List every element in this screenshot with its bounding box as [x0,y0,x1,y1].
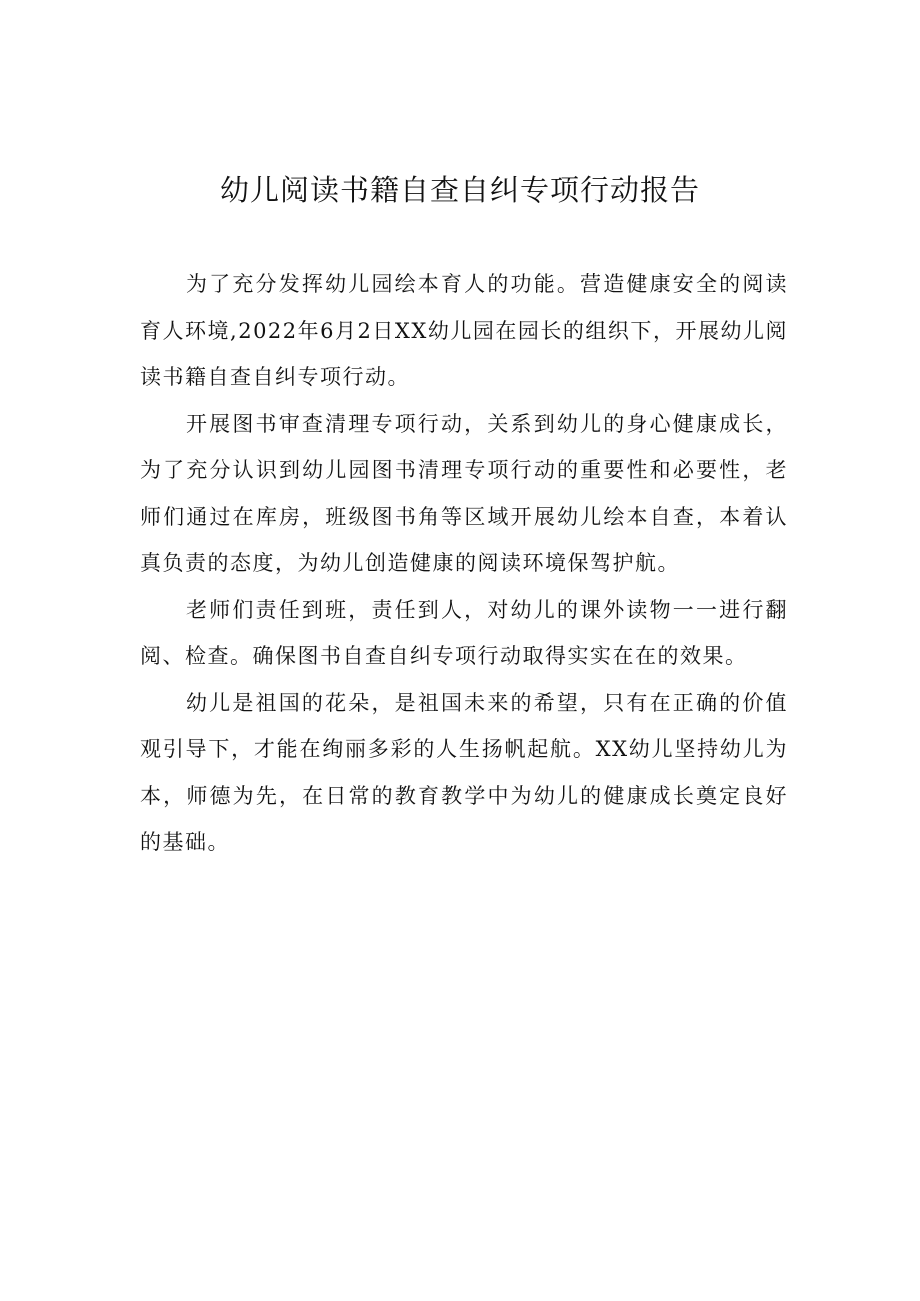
paragraph-3: 老师们责任到班，责任到人，对幼儿的课外读物一一进行翻阅、检查。确保图书自查自纠专项行动取得实实在在的效果。 [140,597,788,668]
paragraph-4: 幼儿是祖国的花朵，是祖国未来的希望，只有在正确的价值观引导下，才能在绚丽多彩的人生扬帆起航。XX幼儿坚持幼儿为本，师德为先，在日常的教育教学中为幼儿的健康成长奠定良好的基础。 [140,690,788,854]
document-title: 幼儿阅读书籍自查自纠专项行动报告 [219,173,700,207]
document-body [140,261,788,866]
paragraph-1: 为了充分发挥幼儿园绘本育人的功能。营造健康安全的阅读育人环境,2022年6月2日XX幼儿园在园长的组织下，开展幼儿阅读书籍自查自纠专项行动。 [140,272,788,389]
paragraph-2: 开展图书审查清理专项行动，关系到幼儿的身心健康成长，为了充分认识到幼儿园图书清理专项行动的重要性和必要性，老师们通过在库房，班级图书角等区域开展幼儿绘本自查，本着认真负责的态度，为幼儿创造健康的阅读环境保驾护航。 [140,411,788,575]
